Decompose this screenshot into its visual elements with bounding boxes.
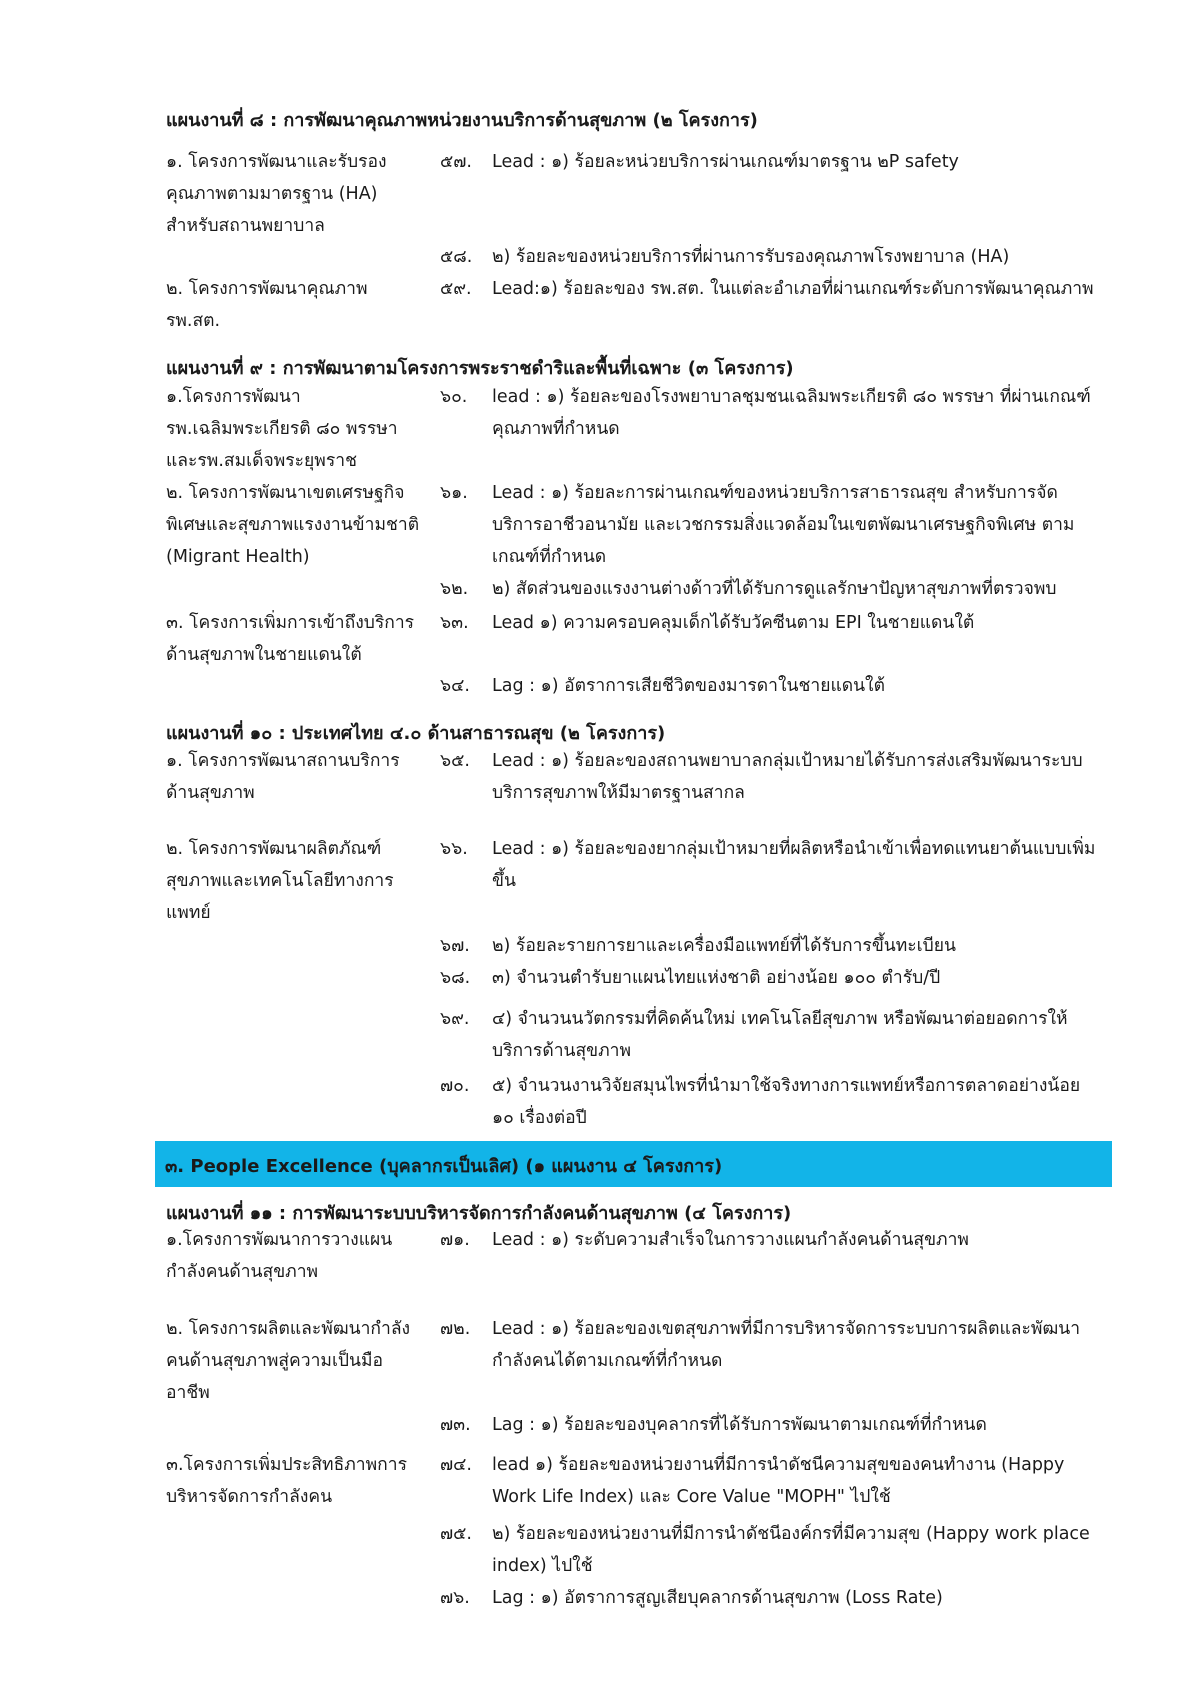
indicator-number: ๗๕. <box>440 1524 472 1544</box>
indicator-number: ๗๔. <box>440 1455 472 1475</box>
plan8-heading: แผนงานที่ ๘ : การพัฒนาคุณภาพหน่วยงานบริการด้านสุขภาพ (๒ โครงการ) <box>166 110 758 131</box>
plan9-project-1: ๑.โครงการพัฒนา รพ.เฉลิมพระเกียรติ ๘๐ พรรษา และรพ.สมเด็จพระยุพราช <box>166 387 398 471</box>
indicator-number: ๖๓. <box>440 613 469 633</box>
indicator-number: ๗๓. <box>440 1415 471 1435</box>
plan9-project-2: ๒. โครงการพัฒนาเขตเศรษฐกิจพิเศษและสุขภาพแรงงานข้ามชาติ (Migrant Health) <box>166 483 420 567</box>
indicator-text: Lead : ๑) ร้อยละของสถานพยาบาลกลุ่มเป้าหมายได้รับการส่งเสริมพัฒนาระบบบริการสุขภาพให้มีมาตรฐานสากล <box>492 751 1083 803</box>
indicator-number: ๖๒. <box>440 579 469 599</box>
indicator-number: ๖๗. <box>440 936 470 956</box>
plan10-heading: แผนงานที่ ๑๐ : ประเทศไทย ๔.๐ ด้านสาธารณสุข (๒ โครงการ) <box>166 723 666 744</box>
indicator-text: Lead : ๑) ร้อยละการผ่านเกณฑ์ของหน่วยบริการสาธารณสุข สำหรับการจัดบริการอาชีวอนามัย และเวชกรรมสิ่งแวดล้อมในเขตพัฒนาเศรษฐกิจพิเศษ ตามเกณฑ์ที่กำหนด <box>492 483 1075 567</box>
indicator-number: ๖๔. <box>440 676 470 696</box>
indicator-number: ๖๖. <box>440 839 468 859</box>
indicator-text: ๓) จำนวนตำรับยาแผนไทยแห่งชาติ อย่างน้อย ๑๐๐ ตำรับ/ปี <box>492 968 941 988</box>
indicator-number: ๕๘. <box>440 247 473 267</box>
indicator-number: ๗๐. <box>440 1076 470 1096</box>
plan9-project-3: ๓. โครงการเพิ่มการเข้าถึงบริการด้านสุขภาพในชายแดนใต้ <box>166 613 415 665</box>
indicator-text: lead ๑) ร้อยละของหน่วยงานที่มีการนำดัชนีความสุขของคนทำงาน (Happy Work Life Index) และ Core Value "MOPH" ไปใช้ <box>492 1455 1065 1507</box>
indicator-text: ๒) ร้อยละของหน่วยงานที่มีการนำดัชนีองค์กรที่มีความสุข (Happy work place index) ไปใช้ <box>492 1524 1090 1576</box>
plan11-heading: แผนงานที่ ๑๑ : การพัฒนาระบบบริหารจัดการกำลังคนด้านสุขภาพ (๔ โครงการ) <box>166 1203 792 1224</box>
plan10-project-1: ๑. โครงการพัฒนาสถานบริการด้านสุขภาพ <box>166 751 400 803</box>
plan9-heading: แผนงานที่ ๙ : การพัฒนาตามโครงการพระราชดำริและพื้นที่เฉพาะ (๓ โครงการ) <box>166 358 794 379</box>
indicator-number: ๗๒. <box>440 1319 471 1339</box>
indicator-text: ๒) สัดส่วนของแรงงานต่างด้าวที่ได้รับการดูแลรักษาปัญหาสุขภาพที่ตรวจพบ <box>492 579 1057 599</box>
section3-banner <box>155 1141 1112 1187</box>
indicator-number: ๖๕. <box>440 751 470 771</box>
indicator-text: Lead : ๑) ร้อยละหน่วยบริการผ่านเกณฑ์มาตรฐาน ๒P safety <box>492 152 959 172</box>
indicator-text: Lag : ๑) ร้อยละของบุคลากรที่ได้รับการพัฒนาตามเกณฑ์ที่กำหนด <box>492 1415 987 1435</box>
indicator-text: ๒) ร้อยละของหน่วยบริการที่ผ่านการรับรองคุณภาพโรงพยาบาล (HA) <box>492 247 1010 267</box>
indicator-number: ๕๙. <box>440 279 472 299</box>
plan8-project-1: ๑. โครงการพัฒนาและรับรองคุณภาพตามมาตรฐาน (HA) สำหรับสถานพยาบาล <box>166 152 387 236</box>
plan10-project-2: ๒. โครงการพัฒนาผลิตภัณฑ์สุขภาพและเทคโนโลยีทางการแพทย์ <box>166 839 394 923</box>
indicator-text: Lead : ๑) ร้อยละของยากลุ่มเป้าหมายที่ผลิตหรือนำเข้าเพื่อทดแทนยาต้นแบบเพิ่มขึ้น <box>492 839 1096 891</box>
plan11-project-3: ๓.โครงการเพิ่มประสิทธิภาพการบริหารจัดการกำลังคน <box>166 1455 407 1507</box>
plan11-project-2: ๒. โครงการผลิตและพัฒนากำลังคนด้านสุขภาพสู่ความเป็นมืออาชีพ <box>166 1319 411 1403</box>
indicator-number: ๖๐. <box>440 387 468 407</box>
indicator-number: ๕๗. <box>440 152 472 172</box>
indicator-number: ๖๘. <box>440 968 471 988</box>
indicator-number: ๖๙. <box>440 1009 470 1029</box>
indicator-text: Lag : ๑) อัตราการเสียชีวิตของมารดาในชายแดนใต้ <box>492 676 885 696</box>
indicator-text: Lag : ๑) อัตราการสูญเสียบุคลากรด้านสุขภาพ (Loss Rate) <box>492 1588 943 1608</box>
indicator-number: ๗๑. <box>440 1230 470 1250</box>
indicator-number: ๗๖. <box>440 1588 470 1608</box>
section3-title: ๓. People Excellence (บุคลากรเป็นเลิศ) (๑ แผนงาน ๔ โครงการ) <box>165 1156 723 1177</box>
plan8-project-2: ๒. โครงการพัฒนาคุณภาพ รพ.สต. <box>166 279 368 331</box>
indicator-text: ๔) จำนวนนวัตกรรมที่คิดค้นใหม่ เทคโนโลยีสุขภาพ หรือพัฒนาต่อยอดการให้บริการด้านสุขภาพ <box>492 1009 1068 1061</box>
indicator-text: Lead : ๑) ร้อยละของเขตสุขภาพที่มีการบริหารจัดการระบบการผลิตและพัฒนากำลังคนได้ตามเกณฑ์ที่กำหนด <box>492 1319 1081 1371</box>
indicator-text: ๒) ร้อยละรายการยาและเครื่องมือแพทย์ที่ได้รับการขึ้นทะเบียน <box>492 936 956 956</box>
indicator-text: Lead : ๑) ระดับความสำเร็จในการวางแผนกำลังคนด้านสุขภาพ <box>492 1230 969 1250</box>
indicator-text: Lead:๑) ร้อยละของ รพ.สต. ในแต่ละอำเภอที่ผ่านเกณฑ์ระดับการพัฒนาคุณภาพ <box>492 279 1094 299</box>
indicator-text: ๕) จำนวนงานวิจัยสมุนไพรที่นำมาใช้จริงทางการแพทย์หรือการตลาดอย่างน้อย ๑๐ เรื่องต่อปี <box>492 1076 1081 1128</box>
indicator-text: lead : ๑) ร้อยละของโรงพยาบาลชุมชนเฉลิมพระเกียรติ ๘๐ พรรษา ที่ผ่านเกณฑ์คุณภาพที่กำหนด <box>492 387 1091 439</box>
indicator-number: ๖๑. <box>440 483 468 503</box>
plan11-project-1: ๑.โครงการพัฒนาการวางแผนกำลังคนด้านสุขภาพ <box>166 1230 393 1282</box>
indicator-text: Lead ๑) ความครอบคลุมเด็กได้รับวัคซีนตาม EPI ในชายแดนใต้ <box>492 613 975 633</box>
